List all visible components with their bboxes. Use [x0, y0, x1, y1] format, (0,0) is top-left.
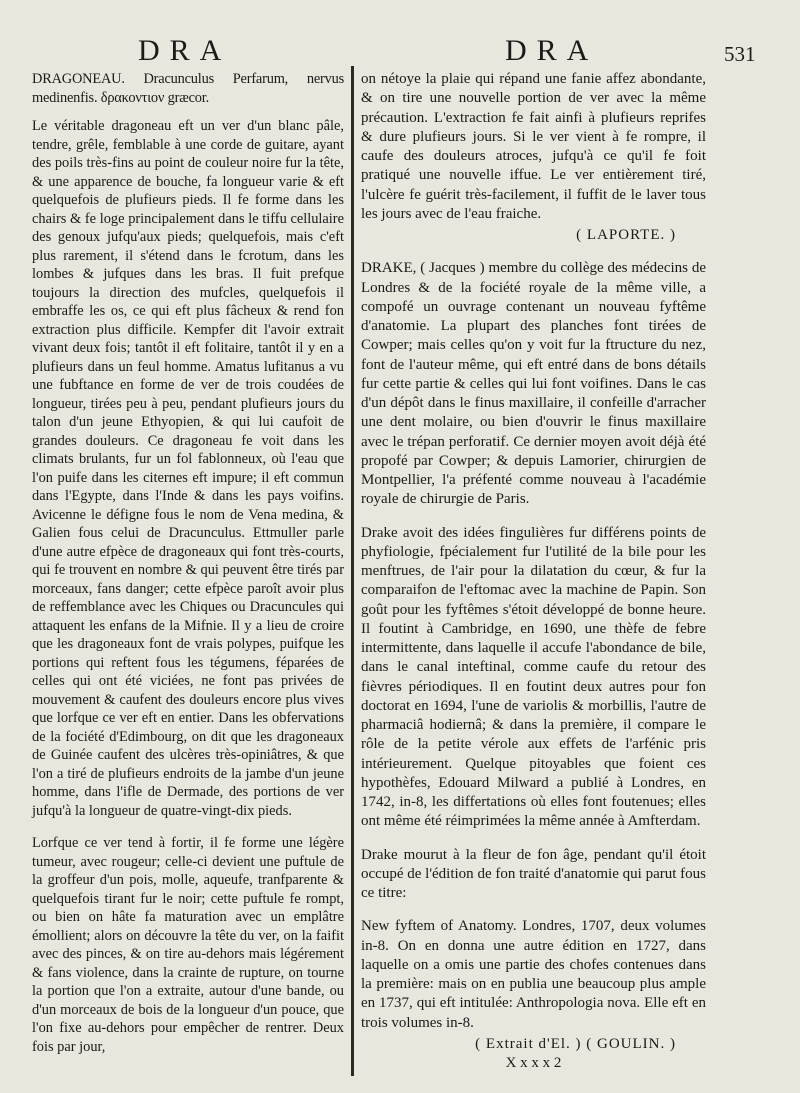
entry-paragraph: DRAKE, ( Jacques ) membre du collège des médecins de Londres & de la fociété royale de la même ville, a compofé un ouvrage contenant un nouveau fyftême d'anatomie. La plupart des planches font tirées de Cowper; mais celles qu'on y voit fur la ftructure du nez, font de l'auteur même, qui eft entré dans de bons détails fur cette partie & celles qui lui font voifines. Dans le cas d'un dépôt dans le finus maxillaire, il confeille d'arracher une dent molaire, ou bien d'ouvrir le finus maxillaire avec le trépan perforatif. Ce dernier moyen avoit déjà été propofé par Cowper; & depuis Lamorier, chirurgien de Montpellier, l'a préfenté comme nouveau à l'académie royale de chirurgie de Paris.: [361, 260, 706, 508]
paragraph: New fyftem of Anatomy. Londres, 1707, deux volumes in-8. On en donna une autre édition en 1727, dans laquelle on a omis une partie des chofes contenues dans la première: mais on en publia une beaucoup plus ample en 1737, qui eft intitulée: Anthropologia nova. Elle eft en trois volumes in-8.: [361, 918, 706, 1031]
paragraph: Drake mourut à la fleur de fon âge, pendant qu'il étoit occupé de l'édition de fon traité d'anatomie qui parut fous ce titre:: [361, 846, 706, 901]
right-column: [361, 70, 706, 1073]
column-divider: [351, 66, 354, 1076]
page-number: 531: [724, 42, 756, 66]
paragraph: on nétoye la plaie qui répand une fanie affez abondante, & on tire une nouvelle portion de ver avec la même précaution. L'extraction fe fait ainfi à plufieurs reprifes & dure plufieurs jours. Si le ver vient à fe rompre, il caufe des douleurs atroces, jufqu'à ce qu'il fe foit pratiqué une nouvelle iffue. Le ver entièrement tiré, l'ulcère fe guérit très-facilement, il fuffit de le laver tous les jours avec de l'eau fraiche.: [361, 71, 706, 222]
author-signature: ( LAPORTE. ): [576, 227, 676, 243]
signature-mark: X x x x 2: [505, 1055, 562, 1071]
running-head-left: DRA: [138, 34, 232, 67]
paragraph: Le véritable dragoneau eft un ver d'un blanc pâle, tendre, grêle, femblable à une corde de guitare, ayant des poils très-fins au point de couleur noire fur la tête, & une apparence de bouche, fa longueur varie & eft quelquefois de plufieurs pieds. Il fe forme dans les chairs & fe loge principalement dans le tiffu cellulaire des genoux jufqu'aux pieds; quelquefois, mais c'eft plus rarement, il s'étend dans le fcrotum, dans les lombes & jufques dans les bras. Il fuit prefque toujours la direction des mufcles, quelquefois il embraffe les os, ce qui eft plus fâcheux & rend fon extraction plus difficile. Kempfer dit l'avoir extrait vivant deux fois; tantôt il eft folitaire, tantôt il y en a plufieurs dans un feul homme. Amatus lufitanus a vu une fubftance en forme de ver de trois coudées de longueur, tirées peu à peu, pendant plufieurs jours du talon d'un jeune Ethyopien, & qui lui caufoit de grandes douleurs. Ce dragoneau fe voit dans les climats brulants, fur un fol fablonneux, où l'eau que l'on puife dans les citernes eft impure; il eft commun dans l'Egypte, dans l'Inde & dans les pays voifins. Avicenne le défigne fous le nom de Vena medina, & Galien fous celui de Dracunculus. Ettmuller parle d'une autre efpèce de dragoneaux qui font très-courts, qui fe trouvent en nombre & qui peuvent être tirés par morceaux, fans danger; cette efpèce paroît avoir plus de reffemblance avec les Chiques ou Dracuncules qui attaquent les enfans de la Mifnie. Il y a lieu de croire que les dragoneaux font de vrais polypes, puifque les portions qui reftent fous les tégumens, féparées de celles qui ont été viciées, ne font pas privées de mouvement & caufent des douleurs encore plus vives que lorfque ce ver eft en entier. Dans les obfervations de la fociété d'Edimbourg, on dit que les dragoneaux de Guinée caufent des ulcères très-opiniâtres, & que l'on a tiré de plufieurs endroits de la jambe d'un jeune homme, dans l'ifle de Dermade, des portions de ver jufqu'à la longueur de quatre-vingt-dix pieds.: [32, 118, 344, 819]
author-signature: ( Extrait d'El. ) ( GOULIN. ): [475, 1035, 676, 1052]
entry-heading: DRAGONEAU. Dracunculus Perfarum, nervus medinenfis. δρακοντιον græcor.: [32, 71, 344, 106]
paragraph: Drake avoit des idées fingulières fur différens points de phyfiologie, fpécialement fur l'utilité de la bile pour les menftrues, de l'air pour la dilatation du cœur, & fur la comparaifon de l'eftomac avec la machine de Papin. Son goût pour les fyftêmes s'étoit développé de bonne heure. Il foutint à Cambridge, en 1690, une thèfe de febre intermittente, dans laquelle il accufe l'abondance de bile, dans le canal inteftinal, comme caufe du retour des fièvres périodiques. Il en foutint deux autres pour fon doctorat en 1694, l'une de variolis & morbillis, l'autre de pharmaciâ hodiernâ; & dans la première, il compare le rôle de la petite vérole aux effets de l'arfénic pris intérieurement. Quelque pitoyables que foient ces hypothèfes, Edouard Milward a publié à Londres, en 1742, in-8, les differtations où elles font foutenues; elles ont même été réimprimées la même année à Amfterdam.: [361, 524, 706, 830]
left-column: [32, 70, 344, 1056]
paragraph: Lorfque ce ver tend à fortir, il fe forme une légère tumeur, avec rougeur; celle-ci devient une puftule de la groffeur d'un pois, molle, aqueufe, tranfparente & quelquefois tirant fur le noir; cette puftule fe rompt, ou bien on hâte fa maturation avec un emplâtre émollient; alors on découvre la tête du ver, on la faifit avec des pinces, & on tire au-dehors mais légérement & fans violence, dans la crainte de rupture, on tourne la portion que l'on a extraite, autour d'une bande, ou d'un morceaux de bois de la longueur d'un pouce, que l'on fixe au-dehors pour empêcher de rentrer. Deux fois par jour,: [32, 835, 344, 1055]
running-head-right: DRA: [505, 34, 599, 67]
